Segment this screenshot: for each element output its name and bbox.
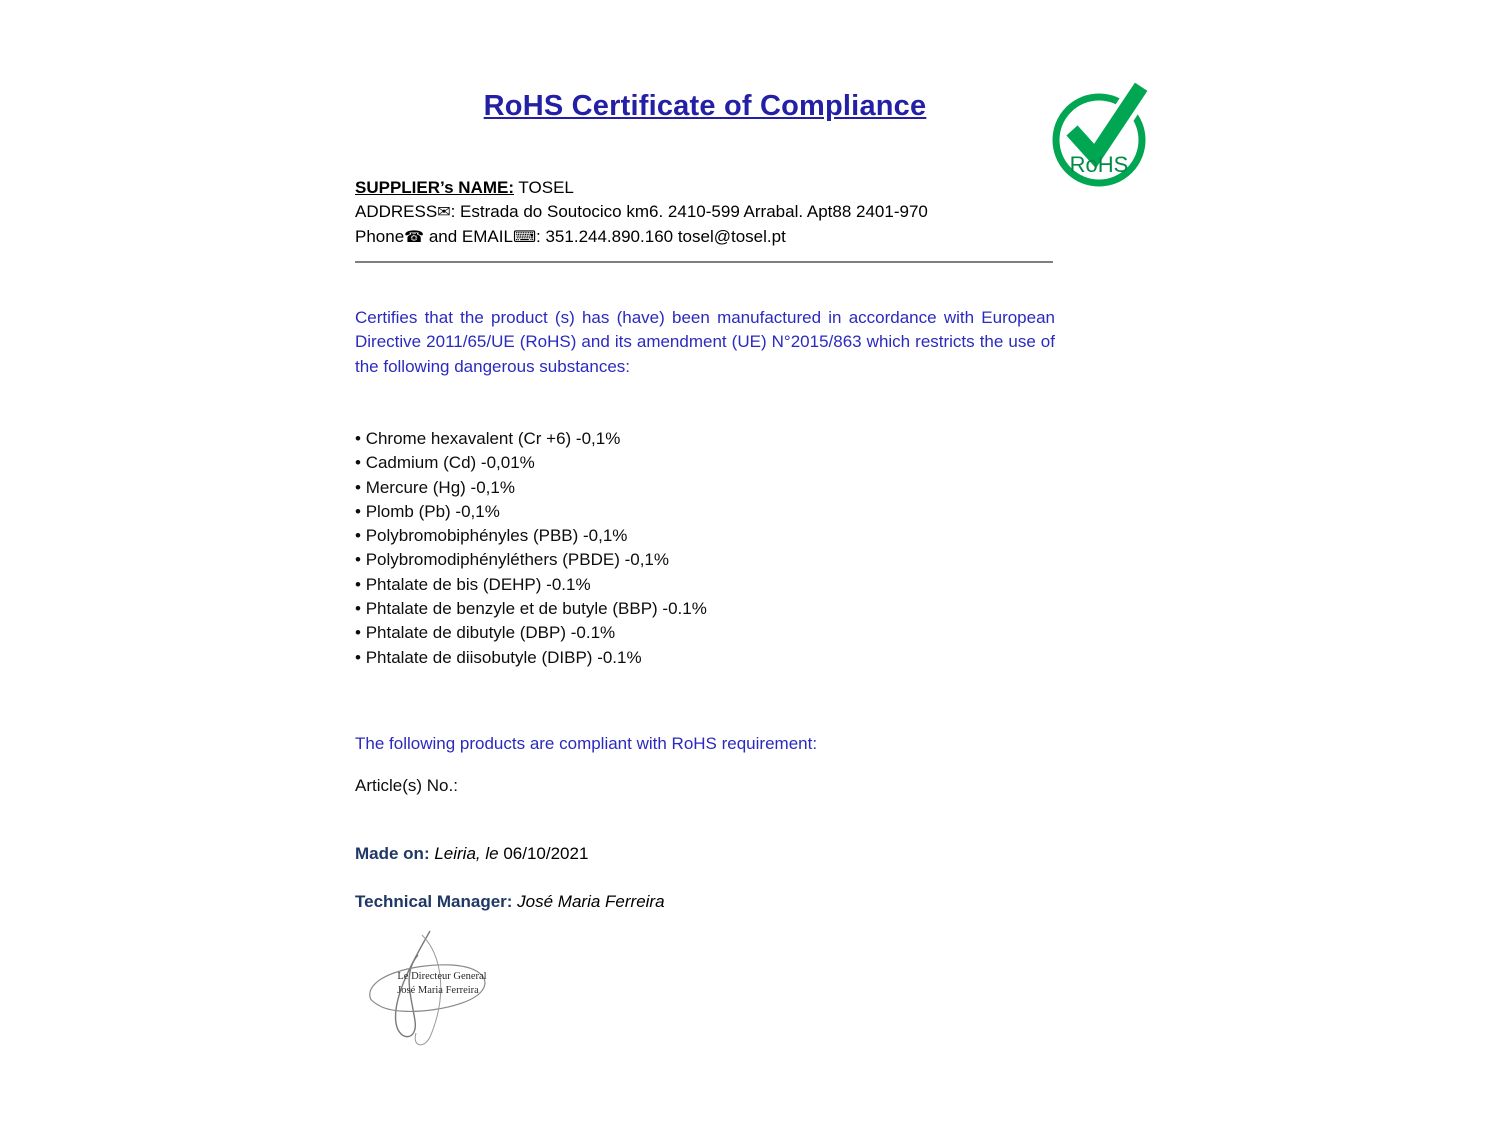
supplier-block [355, 176, 1055, 250]
supplier-address-line [355, 200, 1055, 225]
technical-manager-label: Technical Manager: [355, 892, 513, 911]
made-on-label: Made on: [355, 844, 430, 863]
supplier-name-line [355, 176, 1055, 200]
signature-name-text: José Maria Ferreira [397, 985, 479, 996]
signature [352, 925, 542, 1055]
technical-manager-name: José Maria Ferreira [512, 892, 665, 911]
made-on-line [355, 844, 1055, 864]
rohs-logo-text: RoHS [1069, 152, 1129, 177]
rohs-logo [1050, 78, 1152, 190]
certification-paragraph: Certifies that the product (s) has (have) been manufactured in accordance with European Directive 2011/65/UE (RoHS) and its amendment (UE) N°2015/863 which restricts the use of the following dangerous substances: [355, 308, 1055, 376]
address-label: ADDRESS [355, 202, 438, 221]
substance-item: • Polybromodiphényléthers (PBDE) -0,1% [355, 548, 1055, 572]
signature-stroke-vertical [396, 931, 430, 1037]
envelope-icon: ✉ [437, 204, 451, 221]
supplier-name-value: TOSEL [514, 178, 574, 197]
substance-item: • Phtalate de diisobutyle (DIBP) -0.1% [355, 646, 1055, 670]
supplier-contact-line [355, 225, 1055, 250]
made-on-place: Leiria, le [429, 844, 499, 863]
phone-label: Phone [355, 227, 405, 246]
substance-item: • Cadmium (Cd) -0,01% [355, 451, 1055, 475]
page-title: RoHS Certificate of Compliance [483, 90, 927, 122]
horizontal-divider [355, 261, 1053, 263]
computer-icon: ⌨ [512, 229, 537, 246]
substance-item: • Chrome hexavalent (Cr +6) -0,1% [355, 427, 1055, 451]
contact-value: : 351.244.890.160 tosel@tosel.pt [536, 227, 786, 246]
substance-item: • Phtalate de benzyle et de butyle (BBP) -0.1% [355, 597, 1055, 621]
substance-item: • Phtalate de bis (DEHP) -0.1% [355, 573, 1055, 597]
substance-item: • Polybromobiphényles (PBB) -0,1% [355, 524, 1055, 548]
substance-item: • Phtalate de dibutyle (DBP) -0.1% [355, 621, 1055, 645]
supplier-name-label: SUPPLIER’s NAME: [355, 178, 515, 197]
email-label: and EMAIL [424, 227, 513, 246]
phone-icon: ☎ [404, 229, 425, 246]
compliance-statement: The following products are compliant with RoHS requirement: [355, 734, 818, 753]
address-value: : Estrada do Soutocico km6. 2410-599 Arrabal. Apt88 2401-970 [450, 202, 928, 221]
substance-item: • Mercure (Hg) -0,1% [355, 476, 1055, 500]
substances-list [355, 427, 1055, 670]
article-number-label: Article(s) No.: [355, 776, 458, 795]
substance-item: • Plomb (Pb) -0,1% [355, 500, 1055, 524]
made-on-date: 06/10/2021 [498, 844, 589, 863]
signature-title-text: Le Directeur General [397, 971, 487, 982]
technical-manager-line [355, 892, 1055, 912]
